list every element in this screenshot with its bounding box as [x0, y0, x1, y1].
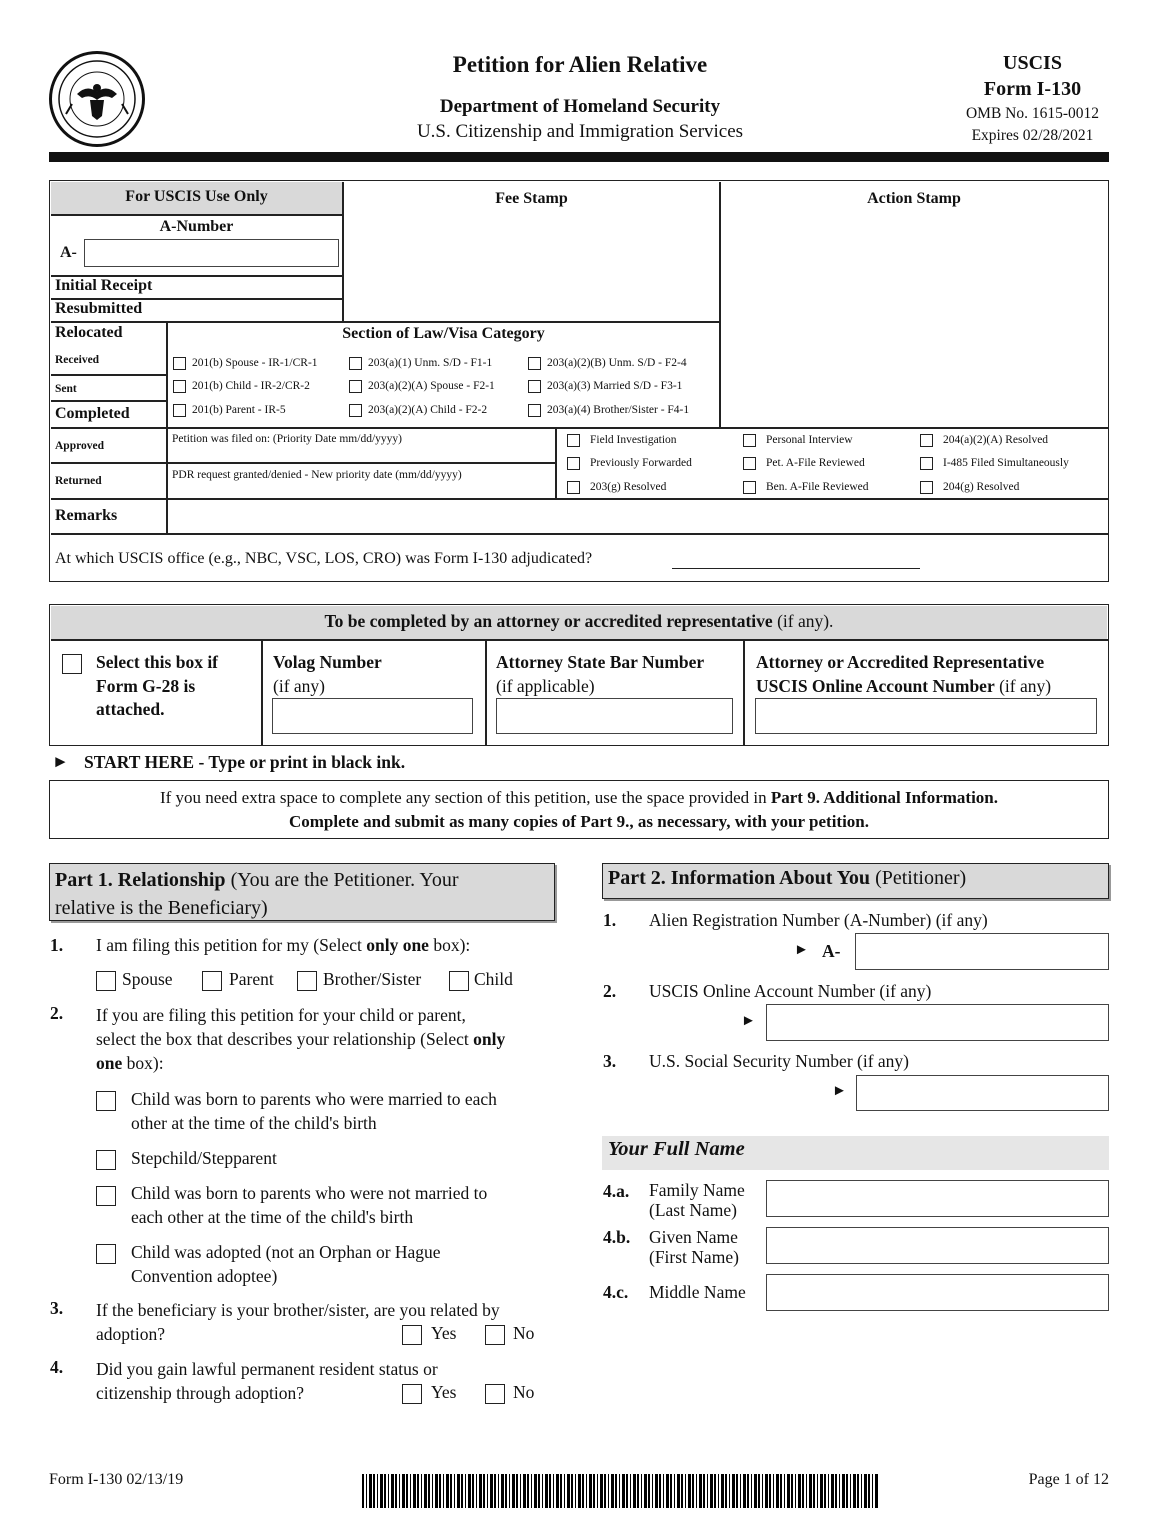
part1-title-suffix: (You are the Petitioner. Your	[230, 869, 459, 891]
office-check-label: Personal Interview	[766, 434, 853, 446]
part2-title-suffix: (Petitioner)	[875, 867, 967, 889]
completed-label: Completed	[55, 405, 130, 422]
relationship-option-line: Convention adoptee)	[131, 1266, 278, 1286]
given-name-label	[649, 1227, 739, 1267]
form-title: Petition for Alien Relative	[452, 52, 708, 77]
g28-label-line: Form G-28 is	[96, 675, 196, 696]
expiration-date: Expires 02/28/2021	[971, 127, 1094, 144]
office-checkbox[interactable]	[743, 481, 756, 494]
note-line-2: Complete and submit as many copies of Part 9., as necessary, with your petition.	[288, 812, 870, 831]
volag-label-sub: (if any)	[273, 675, 325, 696]
office-a-number-input[interactable]	[84, 239, 339, 267]
g28-label-line: Select this box if	[96, 652, 219, 672]
received-label: Received	[55, 354, 100, 366]
a-number-label: A-Number	[159, 218, 234, 235]
q4-line: citizenship through adoption?	[96, 1383, 305, 1403]
q2-line-bold: one	[96, 1053, 123, 1073]
remarks-label: Remarks	[55, 507, 118, 524]
approved-label: Approved	[55, 440, 104, 452]
law-option: 203(a)(2)(A) Child - F2-2	[368, 404, 488, 416]
p2-q3-label: U.S. Social Security Number (if any)	[649, 1051, 910, 1071]
parent-checkbox[interactable]	[202, 971, 222, 991]
office-checkbox[interactable]	[920, 457, 933, 470]
law-option: 203(a)(3) Married S/D - F3-1	[547, 380, 683, 392]
q4-text	[96, 1357, 438, 1405]
online-account-title-2: USCIS Online Account Number	[756, 675, 995, 696]
law-checkbox[interactable]	[349, 404, 362, 417]
law-checkbox[interactable]	[173, 404, 186, 417]
q4-yes-checkbox[interactable]	[402, 1384, 422, 1404]
online-account-input[interactable]	[766, 1004, 1109, 1041]
relationship-option-line: Child was born to parents who were married to each	[131, 1089, 497, 1109]
q2-line: If you are filing this petition for your child or parent,	[96, 1005, 466, 1025]
footer-form-date: Form I-130 02/13/19	[49, 1471, 184, 1488]
attorney-heading-text: To be completed by an attorney or accredited representative	[324, 611, 773, 631]
department-name: Department of Homeland Security	[439, 96, 721, 117]
relationship-option-checkbox[interactable]	[96, 1244, 116, 1264]
a-number-input[interactable]	[855, 933, 1109, 970]
header-rule	[49, 152, 1109, 162]
q1-text-end: box):	[428, 935, 471, 955]
q2-line: select the box that describes your relationship (Select	[96, 1029, 474, 1049]
part2-title-text: Part 2. Information About You	[608, 867, 871, 889]
law-option: 203(a)(4) Brother/Sister - F4-1	[547, 404, 690, 416]
part2-title	[608, 867, 966, 890]
office-question: At which USCIS office (e.g., NBC, VSC, LOS, CRO) was Form I-130 adjudicated?	[55, 550, 593, 567]
office-checkbox[interactable]	[743, 457, 756, 470]
office-check-label: Previously Forwarded	[590, 457, 692, 469]
spouse-checkbox[interactable]	[96, 971, 116, 991]
law-option: 203(a)(2)(A) Spouse - F2-1	[368, 380, 495, 392]
office-checkbox[interactable]	[567, 457, 580, 470]
q2-text	[96, 1003, 505, 1075]
attorney-heading	[51, 611, 1107, 632]
relationship-option-checkbox[interactable]	[96, 1186, 116, 1206]
online-account-label	[756, 651, 1051, 698]
p2-a-prefix: A-	[822, 941, 841, 961]
pdr-label: PDR request granted/denied - New priority date (mm/dd/yyyy)	[172, 469, 462, 481]
q2-line: box):	[122, 1053, 164, 1073]
parent-label: Parent	[229, 969, 274, 989]
q3-no-label: No	[513, 1323, 535, 1343]
given-name-line: (First Name)	[649, 1247, 739, 1267]
uscis-label: USCIS	[1003, 52, 1062, 74]
p2-q3-arrow-icon: ►	[832, 1083, 847, 1099]
returned-label: Returned	[55, 475, 102, 487]
given-name-line: Given Name	[649, 1227, 738, 1247]
note-line-1	[51, 788, 1107, 808]
section-law-label: Section of Law/Visa Category	[342, 325, 545, 342]
p2-q1-number: 1.	[603, 910, 617, 930]
relationship-option-label	[131, 1181, 487, 1229]
relationship-option-line: each other at the time of the child's birth	[131, 1207, 414, 1227]
start-arrow-icon: ►	[52, 752, 69, 771]
brother-sister-label: Brother/Sister	[323, 969, 422, 989]
footer-page-number: Page 1 of 12	[1028, 1471, 1109, 1488]
p2-q2-arrow-icon: ►	[741, 1013, 756, 1029]
q4-line: Did you gain lawful permanent resident status or	[96, 1359, 438, 1379]
relationship-option-line: Child was born to parents who were not married to	[131, 1183, 488, 1203]
law-option: 201(b) Parent - IR-5	[192, 404, 286, 416]
full-name-title: Your Full Name	[608, 1138, 745, 1160]
note-text: If you need extra space to complete any section of this petition, use the space provided in	[159, 788, 771, 807]
g28-checkbox[interactable]	[62, 654, 82, 674]
office-check-label: Ben. A-File Reviewed	[766, 481, 869, 493]
q4-yes-label: Yes	[431, 1382, 457, 1402]
initial-receipt-label: Initial Receipt	[55, 277, 153, 294]
q4-number: 4.	[50, 1357, 64, 1377]
fee-stamp-label: Fee Stamp	[495, 190, 568, 207]
office-check-label: 203(g) Resolved	[590, 481, 667, 493]
p2-q2-label: USCIS Online Account Number (if any)	[649, 981, 932, 1001]
ssn-input[interactable]	[856, 1075, 1109, 1111]
office-check-label: 204(a)(2)(A) Resolved	[943, 434, 1049, 446]
bar-number-input[interactable]	[496, 698, 733, 734]
omb-number: OMB No. 1615-0012	[965, 105, 1100, 122]
sent-label: Sent	[55, 383, 77, 395]
office-checkbox[interactable]	[920, 481, 933, 494]
p2-q2-number: 2.	[603, 981, 617, 1001]
child-checkbox[interactable]	[449, 971, 469, 991]
q4-no-label: No	[513, 1382, 535, 1402]
q1-text	[96, 935, 470, 956]
office-check-label: Pet. A-File Reviewed	[766, 457, 865, 469]
volag-label	[273, 651, 382, 698]
n4b-number: 4.b.	[603, 1227, 631, 1247]
p2-q3-number: 3.	[603, 1051, 617, 1071]
brother-sister-checkbox[interactable]	[297, 971, 317, 991]
volag-label-title: Volag Number	[273, 652, 382, 672]
g28-label-line: attached.	[96, 699, 165, 719]
agency-name: U.S. Citizenship and Immigration Services	[416, 121, 744, 142]
resubmitted-label: Resubmitted	[55, 300, 143, 317]
office-checkbox[interactable]	[567, 434, 580, 447]
law-checkbox[interactable]	[528, 380, 541, 393]
spouse-label: Spouse	[122, 969, 173, 989]
office-check-label: I-485 Filed Simultaneously	[943, 457, 1069, 469]
relationship-option-label	[131, 1240, 441, 1288]
p2-q1-label: Alien Registration Number (A-Number) (if any)	[649, 910, 988, 930]
volag-number-input[interactable]	[272, 698, 473, 734]
relationship-option-line: Child was adopted (not an Orphan or Hague	[131, 1242, 441, 1262]
law-option: 201(b) Spouse - IR-1/CR-1	[192, 357, 318, 369]
part1-title	[55, 866, 555, 922]
q3-line: adoption?	[96, 1324, 166, 1344]
p2-q1-arrow-icon: ►	[794, 942, 809, 958]
relationship-option-checkbox[interactable]	[96, 1150, 116, 1170]
q3-yes-checkbox[interactable]	[402, 1325, 422, 1345]
part1-title-text: Part 1. Relationship	[55, 869, 226, 891]
q4-no-checkbox[interactable]	[485, 1384, 505, 1404]
n4c-number: 4.c.	[603, 1282, 629, 1302]
law-checkbox[interactable]	[349, 380, 362, 393]
law-checkbox[interactable]	[173, 357, 186, 370]
petition-filed-label: Petition was filed on: (Priority Date mm/dd/yyyy)	[172, 433, 402, 445]
law-option: 203(a)(1) Unm. S/D - F1-1	[368, 357, 493, 369]
family-name-input[interactable]	[766, 1180, 1109, 1217]
q3-number: 3.	[50, 1298, 64, 1318]
n4a-number: 4.a.	[603, 1181, 630, 1201]
dhs-seal	[49, 51, 145, 147]
attorney-online-account-input[interactable]	[755, 698, 1097, 734]
child-label: Child	[474, 969, 513, 989]
law-option: 201(b) Child - IR-2/CR-2	[192, 380, 310, 392]
q1-text-bold: only one	[366, 935, 429, 955]
bar-number-title: Attorney State Bar Number	[496, 652, 705, 672]
relationship-option-line: other at the time of the child's birth	[131, 1113, 377, 1133]
family-name-line: (Last Name)	[649, 1200, 737, 1220]
q3-no-checkbox[interactable]	[485, 1325, 505, 1345]
relationship-option-checkbox[interactable]	[96, 1091, 116, 1111]
barcode	[362, 1474, 879, 1508]
relocated-label: Relocated	[55, 324, 123, 341]
g28-label	[96, 651, 218, 722]
start-here-label: START HERE - Type or print in black ink.	[84, 752, 406, 772]
seal-eagle-icon	[52, 54, 142, 144]
q2-number: 2.	[50, 1003, 64, 1023]
given-name-input[interactable]	[766, 1227, 1109, 1264]
office-check-label: 204(g) Resolved	[943, 481, 1020, 493]
action-stamp-label: Action Stamp	[867, 190, 961, 207]
bar-number-label	[496, 651, 704, 698]
q3-yes-label: Yes	[431, 1323, 457, 1343]
q1-number: 1.	[50, 935, 64, 955]
bar-number-sub: (if applicable)	[496, 675, 595, 696]
law-checkbox[interactable]	[528, 357, 541, 370]
q3-line: If the beneficiary is your brother/sister, are you related by	[96, 1300, 500, 1320]
middle-name-label: Middle Name	[649, 1282, 746, 1302]
online-account-sub: (if any)	[999, 675, 1052, 696]
law-checkbox[interactable]	[528, 404, 541, 417]
relationship-option-label	[131, 1087, 497, 1135]
middle-name-input[interactable]	[766, 1274, 1109, 1311]
office-checkbox[interactable]	[743, 434, 756, 447]
online-account-title: Attorney or Accredited Representative	[756, 652, 1045, 672]
q2-line-bold: only	[473, 1029, 506, 1049]
family-name-label	[649, 1180, 745, 1220]
office-checkbox[interactable]	[920, 434, 933, 447]
note-text-bold: Part 9. Additional Information.	[770, 788, 999, 807]
part1-title-line2: relative is the Beneficiary)	[55, 897, 268, 919]
form-number: Form I-130	[983, 78, 1082, 100]
uscis-use-only: For USCIS Use Only	[125, 188, 268, 205]
law-checkbox[interactable]	[173, 380, 186, 393]
attorney-heading-suffix: (if any).	[777, 611, 834, 631]
office-answer-line[interactable]	[672, 568, 920, 569]
law-checkbox[interactable]	[349, 357, 362, 370]
relationship-option-label: Stepchild/Stepparent	[131, 1148, 277, 1168]
a-prefix: A-	[60, 244, 77, 261]
q1-text-a: I am filing this petition for my (Select	[96, 935, 367, 955]
office-checkbox[interactable]	[567, 481, 580, 494]
family-name-line: Family Name	[649, 1180, 745, 1200]
law-option: 203(a)(2)(B) Unm. S/D - F2-4	[547, 357, 687, 369]
office-check-label: Field Investigation	[590, 434, 677, 446]
